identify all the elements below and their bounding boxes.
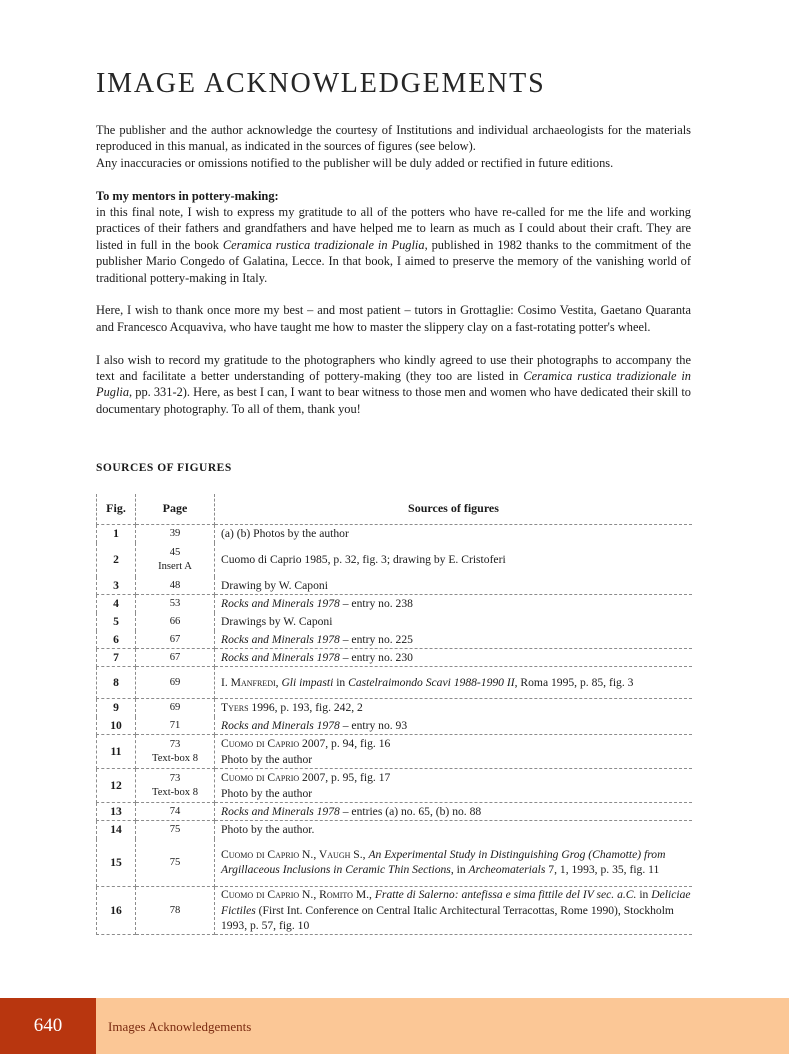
- source-cell: [215, 821, 693, 839]
- table-row: [97, 667, 693, 699]
- mentors-heading: To my mentors in pottery-making:: [96, 188, 279, 203]
- source-source: 2007, p. 95, fig. 17: [299, 771, 391, 784]
- fig-number: 14: [97, 821, 136, 839]
- source-source: – entry no. 230: [339, 650, 413, 664]
- source-source: Photo by the author.: [221, 823, 315, 836]
- page-number: 640: [0, 998, 96, 1054]
- mentors-paragraph: [96, 188, 691, 286]
- page-cell: [136, 631, 215, 649]
- source-source: (a) (b) Photos by the author: [221, 527, 349, 540]
- page-note: Insert A: [158, 560, 192, 572]
- fig-number: 6: [97, 631, 136, 649]
- photographers-text: I also wish to record my gratitude to the photographers who kindly agreed to use their photographs to accompany the text and facilitate a better understanding of pottery-making (they too are listed in: [96, 352, 691, 384]
- source-source-italic: Rocks and Minerals 1978: [221, 650, 340, 664]
- page-cell: [136, 577, 215, 595]
- fig-number: 12: [97, 769, 136, 803]
- source-cell: [215, 631, 693, 649]
- source-source: – entries (a) no. 65, (b) no. 88: [339, 804, 482, 818]
- source-source-italic2: Deliciae Fictiles: [221, 888, 691, 917]
- source-cell: [215, 577, 693, 595]
- source-source-italic: Rocks and Minerals 1978: [221, 632, 340, 646]
- source-source: Drawings by W. Caponi: [221, 614, 333, 628]
- page-note: Text-box 8: [151, 786, 199, 798]
- source-cell: [215, 803, 693, 821]
- source-source: 1996, p. 193, fig. 242, 2: [248, 701, 363, 714]
- table-row: [97, 887, 693, 935]
- source-source: 2007, p. 94, fig. 16: [299, 737, 391, 750]
- page-cell: [136, 735, 215, 769]
- table-row: [97, 577, 693, 595]
- table-row: [97, 803, 693, 821]
- table-row: [97, 613, 693, 631]
- fig-number: 16: [97, 887, 136, 935]
- photographers-text-end: , pp. 331-2). Here, as best I can, I want to bear witness to those men and women who have dedicated their skill to documentary photography. To all of them, thank you!: [96, 385, 691, 416]
- source-source-sc: Cuomo di Caprio: [221, 771, 300, 784]
- photographers-paragraph: [96, 352, 691, 418]
- source-cell: [215, 595, 693, 613]
- source-source-b: in: [333, 675, 349, 689]
- table-row: [97, 543, 693, 577]
- body-text: [96, 122, 691, 417]
- source-source-a: ,: [362, 847, 369, 861]
- tutors-paragraph: Here, I wish to thank once more my best – and most patient – tutors in Grottaglie: Cosimo Vestita, Gaetano Quaranta and Francesco Acquaviva, who have taught me how to master the slippery clay on a fast-rotating potter's wheel.: [96, 303, 691, 334]
- page-note: Text-box 8: [151, 752, 199, 764]
- intro-paragraph: [96, 122, 691, 171]
- sources-heading: SOURCES OF FIGURES: [96, 462, 232, 474]
- source-source-italic: Fratte di Salerno: antefissa e sima fittile del IV sec. a.C.: [374, 888, 637, 902]
- source-source: Drawing by W. Caponi: [221, 578, 328, 592]
- page-cell: [136, 887, 215, 935]
- source-source-a: ,: [275, 675, 282, 689]
- page-cell: [136, 769, 215, 803]
- source-cell: [215, 839, 693, 887]
- page-number-cell: 45: [169, 547, 181, 558]
- source-source-b: , in: [450, 863, 469, 877]
- intro-line-1: The publisher and the author acknowledge the courtesy of Institutions and individual archaeologists for the materials reproduced in this manual, as indicated in the sources of figures (see below).: [96, 123, 691, 154]
- page-cell: [136, 543, 215, 577]
- table-row: [97, 839, 693, 887]
- fig-number: 2: [97, 543, 136, 577]
- page-number-cell: 67: [169, 651, 181, 663]
- table-row: [97, 821, 693, 839]
- source-source: – entry no. 238: [339, 597, 413, 610]
- page-cell: [136, 667, 215, 699]
- page-number-cell: 53: [169, 598, 181, 609]
- table-row: [97, 649, 693, 667]
- intro-line-2: Any inaccuracies or omissions notified to the publisher will be duly added or rectified in future editions.: [96, 155, 614, 170]
- source-source-sc: Cuomo di Caprio N., Romito M.: [221, 888, 370, 902]
- source-source-sc: Cuomo di Caprio N., Vaugh S.: [221, 847, 363, 861]
- source-cell: [215, 699, 693, 717]
- source-source-italic: Rocks and Minerals 1978: [221, 804, 340, 818]
- page-number-cell: 73: [169, 739, 181, 750]
- footer: [0, 998, 789, 1054]
- table-row: [97, 631, 693, 649]
- page-number-cell: 75: [169, 824, 181, 835]
- source-cell: [215, 667, 693, 699]
- fig-number: 1: [97, 525, 136, 543]
- page-number-cell: 73: [169, 773, 181, 784]
- source-source-italic2: Castelraimondo Scavi 1988-1990 II: [348, 675, 515, 689]
- page-cell: [136, 717, 215, 735]
- source-source-line2: Photo by the author: [221, 752, 313, 766]
- fig-number: 5: [97, 613, 136, 631]
- fig-number: 10: [97, 717, 136, 735]
- source-cell: [215, 649, 693, 667]
- page-number-cell: 39: [169, 528, 181, 539]
- table-row: [97, 699, 693, 717]
- source-source-sc: Cuomo di Caprio: [221, 737, 300, 750]
- source-source: – entry no. 93: [339, 718, 408, 732]
- page-cell: [136, 803, 215, 821]
- source-source-italic: An Experimental Study in Distinguishing Grog (Chamotte) from Argillaceous Inclusions in Ceramic Thin Sections: [221, 847, 666, 877]
- source-source-italic: Rocks and Minerals 1978: [221, 597, 340, 610]
- book-title: Ceramica rustica tradizionale in Puglia: [222, 237, 425, 252]
- table-row: [97, 717, 693, 735]
- fig-number: 7: [97, 649, 136, 667]
- page-number-cell: 69: [169, 702, 181, 713]
- page-cell: [136, 649, 215, 667]
- page-number-cell: 78: [169, 904, 181, 916]
- source-source: (First Int. Conference on Central Italic Architectural Terracottas, Rome 1990), Stockholm 1993, p. 57, fig. 10: [221, 903, 674, 933]
- table-row: [97, 525, 693, 543]
- page-title: IMAGE ACKNOWLEDGEMENTS: [96, 68, 546, 99]
- source-source-sc: I. Manfredi: [221, 675, 276, 689]
- source-cell: [215, 769, 693, 803]
- table-row: [97, 595, 693, 613]
- page-number-cell: 69: [169, 676, 181, 688]
- source-source: – entry no. 225: [339, 632, 413, 646]
- page-cell: [136, 839, 215, 887]
- col-fig-header: Fig.: [97, 494, 136, 525]
- source-cell: [215, 717, 693, 735]
- page-cell: [136, 595, 215, 613]
- source-cell: [215, 525, 693, 543]
- source-source: 7, 1, 1993, p. 35, fig. 11: [545, 863, 660, 877]
- page-cell: [136, 699, 215, 717]
- book-title: Ceramica rustica tradizionale in Puglia: [96, 369, 692, 400]
- source-cell: [215, 543, 693, 577]
- fig-number: 4: [97, 595, 136, 613]
- source-source-line2: Photo by the author: [221, 786, 313, 800]
- page-cell: [136, 525, 215, 543]
- source-cell: [215, 613, 693, 631]
- source-source: , Roma 1995, p. 85, fig. 3: [514, 675, 634, 689]
- mentors-text-end: , published in 1982 thanks to the commitment of the publisher Mario Congedo of Galatina, Lecce. In that book, I aimed to preserve the memory of the vanishing world of traditional pottery-making in Italy.: [96, 237, 691, 285]
- source-cell: [215, 735, 693, 769]
- page-number-cell: 71: [169, 719, 181, 731]
- page-number-cell: 75: [169, 856, 181, 868]
- table-row: [97, 769, 693, 803]
- fig-number: 8: [97, 667, 136, 699]
- table-row: [97, 735, 693, 769]
- sources-table: [96, 494, 692, 935]
- table-header: [97, 494, 693, 525]
- source-source-italic2: Archeomaterials: [468, 863, 546, 877]
- page-cell: [136, 821, 215, 839]
- fig-number: 3: [97, 577, 136, 595]
- footer-section-title: Images Acknowledgements: [108, 1019, 252, 1034]
- source-source-b: in: [636, 888, 652, 902]
- fig-number: 13: [97, 803, 136, 821]
- fig-number: 15: [97, 839, 136, 887]
- page-number-cell: 48: [169, 579, 181, 591]
- source-source: Cuomo di Caprio 1985, p. 32, fig. 3; drawing by E. Cristoferi: [221, 552, 506, 566]
- fig-number: 11: [97, 735, 136, 769]
- page-number-cell: 67: [169, 633, 181, 645]
- page-cell: [136, 613, 215, 631]
- col-page-header: Page: [136, 494, 215, 525]
- col-sources-header: Sources of figures: [215, 494, 693, 525]
- page-number-cell: 66: [169, 615, 181, 627]
- fig-number: 9: [97, 699, 136, 717]
- mentors-text: in this final note, I wish to express my gratitude to all of the potters who have re-called for me the life and working practices of their fathers and grandfathers and have helped me to learn as much as I could about their craft. They are listed in full in the book: [96, 205, 691, 252]
- source-source-sc: Tyers: [221, 701, 249, 714]
- source-source-italic: Rocks and Minerals 1978: [221, 718, 340, 732]
- page-number-cell: 74: [169, 805, 181, 817]
- source-source-a: ,: [369, 888, 375, 902]
- source-cell: [215, 887, 693, 935]
- source-source-italic: Gli impasti: [281, 675, 334, 689]
